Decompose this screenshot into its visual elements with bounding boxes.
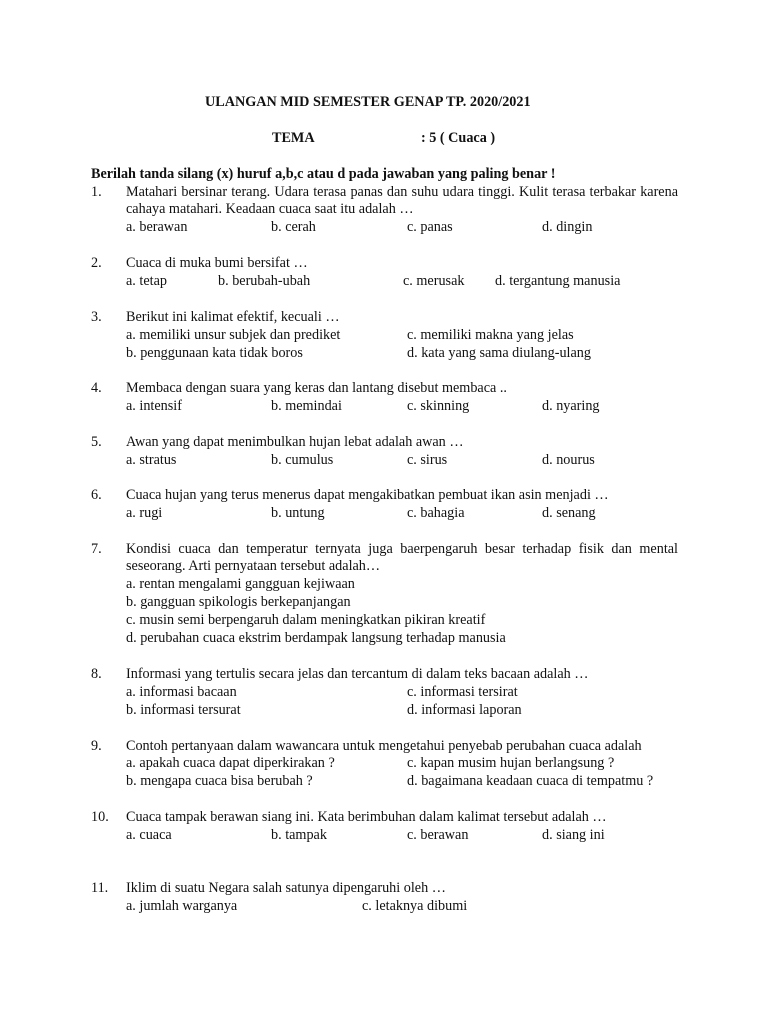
page-title: ULANGAN MID SEMESTER GENAP TP. 2020/2021	[205, 94, 531, 110]
question-number: 6.	[91, 487, 102, 503]
option-d[interactable]: d. senang	[542, 505, 596, 521]
option-b[interactable]: b. informasi tersurat	[126, 702, 241, 718]
option-a[interactable]: a. intensif	[126, 398, 182, 414]
option-d[interactable]: d. kata yang sama diulang-ulang	[407, 345, 591, 361]
option-c[interactable]: c. letaknya dibumi	[362, 898, 468, 914]
option-c[interactable]: c. merusak	[403, 273, 465, 289]
question-text: Iklim di suatu Negara salah satunya dipengaruhi oleh …	[126, 880, 446, 896]
option-d[interactable]: d. informasi laporan	[407, 702, 522, 718]
option-a[interactable]: a. informasi bacaan	[126, 684, 237, 700]
question-text: Matahari bersinar terang. Udara terasa panas dan suhu udara tinggi. Kulit terasa terbakar karena cahaya matahari. Keadaan cuaca saat itu adalah …	[126, 184, 678, 217]
option-d[interactable]: d. perubahan cuaca ekstrim berdampak langsung terhadap manusia	[126, 630, 506, 646]
question-number: 5.	[91, 434, 102, 450]
question-number: 11.	[91, 880, 109, 896]
question-text: Awan yang dapat menimbulkan hujan lebat adalah awan …	[126, 434, 464, 450]
option-a[interactable]: a. cuaca	[126, 827, 172, 843]
question-number: 3.	[91, 309, 102, 325]
option-c[interactable]: c. bahagia	[407, 505, 465, 521]
option-d[interactable]: d. dingin	[542, 219, 593, 235]
option-a[interactable]: a. rentan mengalami gangguan kejiwaan	[126, 576, 355, 592]
theme-value: : 5 ( Cuaca )	[421, 130, 496, 146]
option-b[interactable]: b. mengapa cuaca bisa berubah ?	[126, 773, 313, 789]
option-d[interactable]: d. nyaring	[542, 398, 600, 414]
question-text: Berikut ini kalimat efektif, kecuali …	[126, 309, 340, 325]
option-b[interactable]: b. berubah-ubah	[218, 273, 311, 289]
option-c[interactable]: c. berawan	[407, 827, 469, 843]
option-d[interactable]: d. siang ini	[542, 827, 605, 843]
option-a[interactable]: a. apakah cuaca dapat diperkirakan ?	[126, 755, 335, 771]
question-number: 9.	[91, 738, 102, 754]
option-c[interactable]: c. sirus	[407, 452, 448, 468]
question-number: 8.	[91, 666, 102, 682]
option-a[interactable]: a. jumlah warganya	[126, 898, 238, 914]
option-b[interactable]: b. cerah	[271, 219, 316, 235]
question-number: 4.	[91, 380, 102, 396]
option-a[interactable]: a. stratus	[126, 452, 177, 468]
option-b[interactable]: b. gangguan spikologis berkepanjangan	[126, 594, 351, 610]
option-a[interactable]: a. rugi	[126, 505, 163, 521]
option-b[interactable]: b. memindai	[271, 398, 342, 414]
option-c[interactable]: c. skinning	[407, 398, 470, 414]
question-text: Kondisi cuaca dan temperatur ternyata juga baerpengaruh besar terhadap fisik dan mental seseorang. Arti pernyataan tersebut adalah…	[126, 541, 678, 574]
instruction: Berilah tanda silang (x) huruf a,b,c atau d pada jawaban yang paling benar !	[91, 166, 556, 182]
option-b[interactable]: b. untung	[271, 505, 325, 521]
question-number: 1.	[91, 184, 102, 200]
option-a[interactable]: a. berawan	[126, 219, 188, 235]
question-text: Informasi yang tertulis secara jelas dan tercantum di dalam teks bacaan adalah …	[126, 666, 589, 682]
question-text: Cuaca hujan yang terus menerus dapat mengakibatkan pembuat ikan asin menjadi …	[126, 487, 609, 503]
option-c[interactable]: c. musin semi berpengaruh dalam meningkatkan pikiran kreatif	[126, 612, 486, 628]
option-c[interactable]: c. informasi tersirat	[407, 684, 518, 700]
option-b[interactable]: b. tampak	[271, 827, 327, 843]
question-text: Membaca dengan suara yang keras dan lantang disebut membaca ..	[126, 380, 507, 396]
question-number: 7.	[91, 541, 102, 557]
theme-label: TEMA	[272, 130, 315, 146]
option-a[interactable]: a. memiliki unsur subjek dan prediket	[126, 327, 341, 343]
option-d[interactable]: d. bagaimana keadaan cuaca di tempatmu ?	[407, 773, 654, 789]
option-b[interactable]: b. cumulus	[271, 452, 334, 468]
option-a[interactable]: a. tetap	[126, 273, 167, 289]
question-number: 2.	[91, 255, 102, 271]
option-d[interactable]: d. nourus	[542, 452, 595, 468]
question-text: Contoh pertanyaan dalam wawancara untuk mengetahui penyebab perubahan cuaca adalah	[126, 738, 642, 754]
option-c[interactable]: c. memiliki makna yang jelas	[407, 327, 574, 343]
question-text: Cuaca di muka bumi bersifat …	[126, 255, 308, 271]
option-b[interactable]: b. penggunaan kata tidak boros	[126, 345, 303, 361]
option-c[interactable]: c. panas	[407, 219, 453, 235]
question-text: Cuaca tampak berawan siang ini. Kata berimbuhan dalam kalimat tersebut adalah …	[126, 809, 607, 825]
question-number: 10.	[91, 809, 109, 825]
option-c[interactable]: c. kapan musim hujan berlangsung ?	[407, 755, 615, 771]
option-d[interactable]: d. tergantung manusia	[495, 273, 621, 289]
